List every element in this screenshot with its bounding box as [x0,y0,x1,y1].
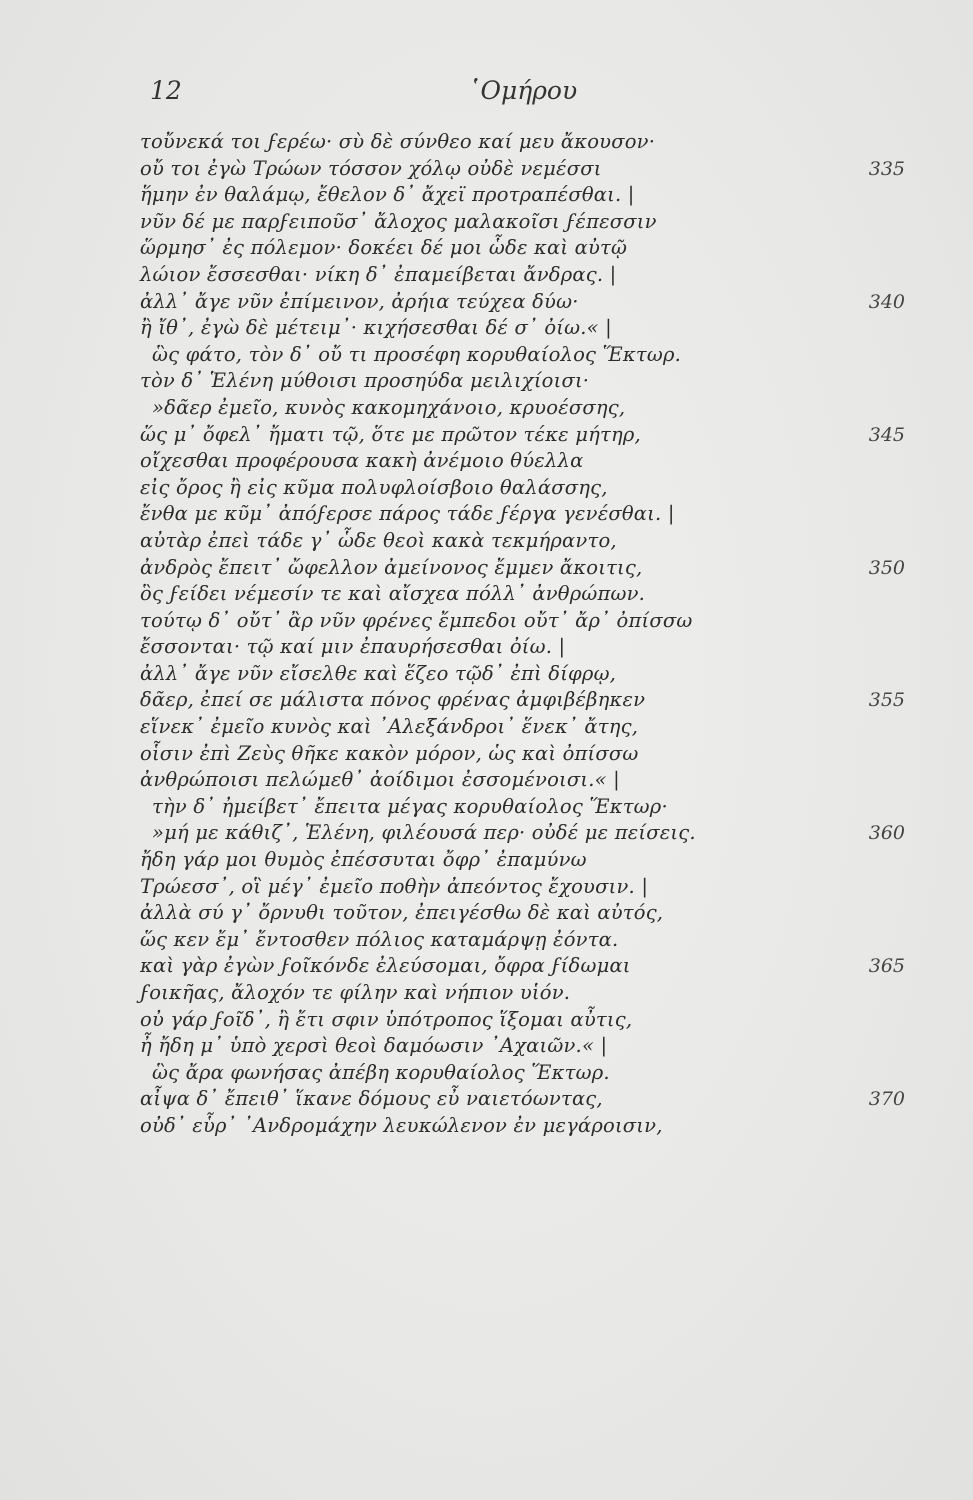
verse-line [0,182,973,209]
verse-text: αἶψα δ᾽ ἔπειθ᾽ ἵκανε δόμους εὖ ναιετόωντας, [140,1087,603,1111]
verse-line [0,1033,973,1060]
verse-line [0,156,973,183]
running-title: ῾Ομήρου [468,76,578,105]
verse-text: ϝοικῆας, ἄλοχόν τε φίλην καὶ νήπιον υἱόν. [140,981,571,1004]
verse-text: ὥς κεν ἔμ᾽ ἔντοσθεν πόλιος καταμάρψῃ ἐόντα. [140,927,619,951]
verse-text: ὣς ἄρα φωνήσας ἀπέβη κορυθαίολος Ἕκτωρ. [152,1060,610,1084]
verse-text: λώιον ἔσσεσθαι· νίκη δ᾽ ἐπαμείβεται ἄνδρας. | [140,262,617,286]
verse-text: ἀνθρώποισι πελώμεθ᾽ ἀοίδιμοι ἐσσομένοισι.« | [140,768,620,792]
verse-text: ἔνθα με κῦμ᾽ ἀπόϝερσε πάρος τάδε ϝέργα γενέσθαι. | [140,502,675,526]
verse-line [0,581,973,608]
verse-number: 370 [868,1088,905,1111]
verse-text: ὃς ϝείδει νέμεσίν τε καὶ αἴσχεα πόλλ᾽ ἀνθρώπων. [140,582,646,606]
verse-line [0,714,973,741]
verse-number: 355 [868,689,905,712]
verse-line [0,501,973,528]
verse-text: τοὔνεκά τοι ϝερέω· σὺ δὲ σύνθεο καί μευ ἄκουσον· [140,130,656,153]
verse-text: ὥς μ᾽ ὄφελ᾽ ἤματι τῷ, ὅτε με πρῶτον τέκε μήτηρ, [140,422,641,446]
verse-line [0,289,973,316]
verse-text: ἥμην ἐν θαλάμῳ, ἔθελον δ᾽ ἄχεϊ προτραπέσθαι. | [140,183,635,207]
verse-text: ὥρμησ᾽ ἐς πόλεμον· δοκέει δέ μοι ὧδε καὶ αὐτῷ [140,236,628,260]
verse-text: »μή με κάθιζ᾽, Ἑλένη, φιλέουσά περ· οὐδέ με πείσεις. [152,821,696,845]
verse-line [0,368,973,395]
verse-line [0,555,973,582]
verse-text: »δᾶερ ἐμεῖο, κυνὸς κακομηχάνοιο, κρυοέσσης, [152,395,626,419]
verse-line [0,475,973,502]
verse-text: ἤδη γάρ μοι θυμὸς ἐπέσσυται ὄφρ᾽ ἐπαμύνω [140,848,587,872]
verse-line [0,767,973,794]
verse-line [0,874,973,901]
verse-text: τούτῳ δ᾽ οὔτ᾽ ἂρ νῦν φρένες ἔμπεδοι οὔτ᾽ ἄρ᾽ ὀπίσσω [140,608,693,632]
verse-line [0,235,973,262]
verse-line [0,448,973,475]
verse-line [0,980,973,1007]
verse-text: οὐδ᾽ εὗρ᾽ ᾽Ανδρομάχην λευκώλενον ἐν μεγάροισιν, [140,1113,663,1137]
verse-line [0,608,973,635]
verse-text: οἷσιν ἐπὶ Ζεὺς θῆκε κακὸν μόρον, ὡς καὶ ὀπίσσω [140,741,639,765]
verse-line [0,1007,973,1034]
verse-text: ἀλλ᾽ ἄγε νῦν εἴσελθε καὶ ἕζεο τῷδ᾽ ἐπὶ δίφρῳ, [140,661,617,685]
verse-text: νῦν δέ με παρϝειποῦσ᾽ ἄλοχος μαλακοῖσι ϝέπεσσιν [140,209,657,233]
verse-line [0,342,973,369]
verse-text: ἢ ἴθ᾽, ἐγὼ δὲ μέτειμ᾽· κιχήσεσθαι δέ σ᾽ ὀίω.« | [140,316,612,340]
verse-number: 335 [868,157,905,180]
verse-number: 350 [868,556,905,579]
verse-text: ἀνδρὸς ἔπειτ᾽ ὤφελλον ἀμείνονος ἔμμεν ἄκοιτις, [140,555,643,579]
verse-line [0,129,973,156]
verse-line [0,927,973,954]
verse-line [0,661,973,688]
verse-text: οὐ γάρ ϝοῖδ᾽, ἢ ἔτι σφιν ὑπότροπος ἵξομαι αὖτις, [140,1007,633,1031]
verse-number: 365 [868,955,905,978]
verse-text: ἀλλὰ σύ γ᾽ ὄρνυθι τοῦτον, ἐπειγέσθω δὲ καὶ αὐτός, [140,901,664,925]
verse-text: οἴχεσθαι προφέρουσα κακὴ ἀνέμοιο θύελλα [140,449,584,473]
verse-line [0,900,973,927]
page-number: 12 [150,76,182,105]
verse-line [0,315,973,342]
verse-text: Τρώεσσ᾽, οἳ μέγ᾽ ἐμεῖο ποθὴν ἀπεόντος ἔχουσιν. | [140,874,649,898]
verse-text: ἀλλ᾽ ἄγε νῦν ἐπίμεινον, ἀρήια τεύχεα δύω· [140,289,579,313]
verse-block [0,129,973,1140]
verse-number: 345 [868,423,905,446]
verse-line [0,395,973,422]
verse-line [0,847,973,874]
verse-line [0,209,973,236]
verse-text: αὐτὰρ ἐπεὶ τάδε γ᾽ ὧδε θεοὶ κακὰ τεκμήραντο, [140,528,617,552]
verse-line [0,262,973,289]
verse-line [0,1086,973,1113]
verse-text: ἔσσονται· τῷ καί μιν ἐπαυρήσεσθαι ὀίω. | [140,635,566,659]
verse-line [0,741,973,768]
verse-line [0,422,973,449]
verse-number: 340 [868,290,905,313]
verse-text: εἵνεκ᾽ ἐμεῖο κυνὸς καὶ ᾽Αλεξάνδροι᾽ ἕνεκ᾽ ἄτης, [140,715,639,739]
verse-line [0,820,973,847]
verse-line [0,687,973,714]
verse-line [0,794,973,821]
verse-line [0,953,973,980]
verse-text: τὸν δ᾽ Ἑλένη μύθοισι προσηύδα μειλιχίοισι· [140,369,590,393]
verse-text: καὶ γὰρ ἐγὼν ϝοῖκόνδε ἐλεύσομαι, ὄφρα ϝίδωμαι [140,954,631,978]
verse-line [0,528,973,555]
verse-text: οὔ τοι ἐγὼ Τρώων τόσσον χόλῳ οὐδὲ νεμέσσι [140,156,602,180]
verse-text: ὣς φάτο, τὸν δ᾽ οὔ τι προσέφη κορυθαίολος Ἕκτωρ. [152,342,682,366]
verse-text: ἦ ἤδη μ᾽ ὑπὸ χερσὶ θεοὶ δαμόωσιν ᾽Αχαιῶν.« | [140,1034,608,1058]
verse-text: εἰς ὄρος ἢ εἰς κῦμα πολυφλοίσβοιο θαλάσσης, [140,475,608,499]
verse-text: τὴν δ᾽ ἠμείβετ᾽ ἔπειτα μέγας κορυθαίολος Ἕκτωρ· [152,794,668,818]
verse-text: δᾶερ, ἐπεί σε μάλιστα πόνος φρένας ἀμφιβέβηκεν [140,688,646,712]
verse-number: 360 [868,822,905,845]
verse-line [0,1060,973,1087]
verse-line [0,1113,973,1140]
verse-line [0,634,973,661]
